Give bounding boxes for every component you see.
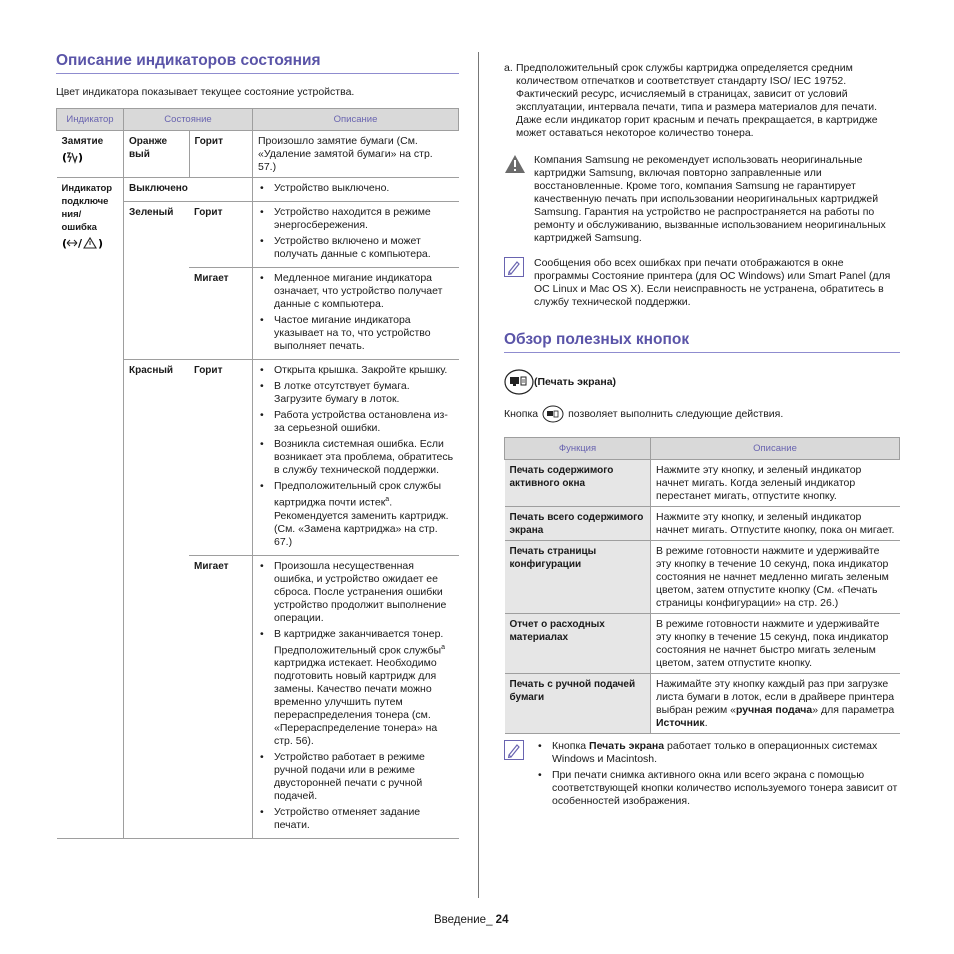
description-cell: Нажмите эту кнопку, и зеленый индикатор начнет мигать. Отпустите кнопку, пока он мигает. (651, 507, 900, 541)
list-item: • При печати снимка активного окна или всего экрана с помощью соответствующей кнопки количество используемого тонера зависит от особенностей изображения. (536, 769, 900, 808)
col-header-indicator: Индикатор (57, 109, 124, 131)
list-item (258, 480, 454, 549)
color-cell: Красный (124, 360, 190, 839)
state-cell: Горит (189, 360, 252, 556)
list-item: • Устройство находится в режиме энергосбережения. (258, 206, 454, 232)
print-screen-icon (542, 405, 564, 423)
list-item: • Произошла несущественная ошибка, и устройство ожидает ее сброса. После устранения ошибки устройство продолжит выполнение операции. (258, 560, 454, 625)
jam-icon (62, 150, 119, 168)
button-intro-text: Кнопка (504, 408, 539, 420)
status-led-table (56, 108, 459, 839)
state-cell: Горит (189, 131, 252, 178)
section-heading-status-leds: Описание индикаторов состояния (56, 52, 459, 74)
col-header-state: Состояние (124, 109, 253, 131)
list-item: • Работа устройства остановлена из-за серьезной ошибки. (258, 409, 454, 435)
description-cell: В режиме готовности нажмите и удерживайте эту кнопку в течение 10 секунд, пока индикатор состояния не начнет медленно мигать зеленым цветом, затем отпустите кнопку (См. «Печать страницы конфигурации» на стр. 26.) (651, 541, 900, 614)
svg-text:): ) (97, 237, 103, 250)
svg-text:(: ( (61, 151, 67, 164)
warning-text: Компания Samsung не рекомендует использовать неоригинальные картриджи Samsung, включая повторно заправленные или восстановленные. Кроме того, компания Samsung не гарантирует качественную печать при использовании неоригинальных картриджей Samsung. Гарантия на устройство не распространяется на работы по ремонту и обслуживанию, вызванные использованием неоригинальных картриджей Samsung. (534, 154, 886, 244)
list-item: • Открыта крышка. Закройте крышку. (258, 364, 454, 377)
indicator-cell (57, 178, 124, 839)
table-row (57, 178, 459, 202)
note-icon (504, 740, 526, 762)
col-header-function: Функция (505, 438, 651, 460)
footnote-mark: a (441, 643, 445, 651)
footnote-a (504, 62, 900, 140)
svg-text:/: / (77, 237, 82, 250)
list-item: • Медленное мигание индикатора означает, что устройство получает данные с компьютера. (258, 272, 454, 311)
list-item (536, 740, 900, 766)
table-row (505, 460, 900, 507)
state-cell: Мигает (189, 268, 252, 360)
item-text: В картридже заканчивается тонер. Предположительный срок службы (274, 627, 444, 656)
section-heading-buttons: Обзор полезных кнопок (504, 331, 900, 353)
desc-text: » для параметра (812, 704, 895, 716)
description-cell (253, 202, 459, 268)
state-cell: Мигает (189, 555, 252, 839)
table-row (57, 131, 459, 178)
function-cell: Отчет о расходных материалах (505, 614, 651, 674)
item-text: работает только в операционных системах Windows и Macintosh. (552, 740, 878, 765)
state-cell: Выключено (124, 178, 253, 202)
description-cell: Произошло замятие бумаги (См. «Удаление замятой бумаги» на стр. 57.) (253, 131, 459, 178)
desc-text: Нажимайте эту кнопку каждый раз при загрузке листа бумаги в лоток, если в драйвере принтера выбран режим « (656, 678, 895, 716)
warning-icon (504, 154, 526, 176)
list-item (258, 628, 454, 749)
color-cell: Оранже вый (124, 131, 190, 178)
list-item: • Устройство выключено. (258, 182, 454, 195)
state-cell: Горит (189, 202, 252, 268)
button-intro-text: позволяет выполнить следующие действия. (568, 408, 784, 420)
table-row (505, 674, 900, 734)
description-cell (253, 360, 459, 556)
list-item: • Устройство отменяет задание печати. (258, 806, 454, 832)
list-item: • В лотке отсутствует бумага. Загрузите бумагу в лоток. (258, 380, 454, 406)
svg-text:(: ( (61, 237, 67, 250)
description-cell (651, 674, 900, 734)
section-intro: Цвет индикатора показывает текущее состояние устройства. (56, 86, 355, 98)
desc-text: . (704, 717, 708, 729)
page-number: 24 (495, 914, 509, 926)
note-text: Сообщения обо всех ошибках при печати отображаются в окне программы Состояние принтера (для ОС Windows) или Smart Panel (для ОС Linux и Mac OS X). Если неисправность не устранена, обратитесь в службу технической поддержки. (534, 257, 891, 308)
footnote-mark: a (385, 496, 390, 503)
page-footer (434, 914, 508, 926)
buttons-function-table (504, 437, 900, 734)
note-icon (504, 257, 526, 279)
item-text: Кнопка (552, 740, 590, 752)
table-row (505, 541, 900, 614)
desc-bold: Источник (656, 717, 705, 729)
table-row (505, 507, 900, 541)
desc-bold: ручная подача (735, 704, 813, 716)
description-cell (253, 268, 459, 360)
item-text: Предположительный срок службы картриджа почти истек (274, 480, 442, 509)
warning-block (504, 154, 900, 245)
list-item: • Возникла системная ошибка. Если возникает эта проблема, обратитесь в службу технической поддержки. (258, 438, 454, 477)
button-intro (504, 405, 900, 423)
footer-label: Введение_ (434, 914, 493, 926)
description-cell: В режиме готовности нажмите и удерживайте эту кнопку в течение 15 секунд, пока индикатор состояния не начнет быстро мигать зеленым цветом, затем отпустите кнопку. (651, 614, 900, 674)
table-row (505, 614, 900, 674)
svg-text:): ) (77, 151, 83, 164)
footnote-label: a. (504, 62, 513, 74)
indicator-jam-label: Замятие (61, 136, 104, 147)
button-title-row (504, 369, 900, 395)
footnote-text: Предположительный срок службы картриджа определяется средним количеством отпечатков и соответствует стандарту ISO/ IEC 19752. Фактический ресурс, исчисляемый в страницах, зависит от условий эксплуатации, интервала печати, типа и размера материалов для печати. Даже если индикатор горит красным и печать прекращается, в картридже может оставаться некоторое количество тонера. (516, 62, 878, 139)
online-error-icon (62, 236, 119, 254)
indicator-online-label: Индикатор подключе ния/ ошибка (61, 183, 113, 233)
button-title: (Печать экрана) (534, 376, 617, 388)
item-bold: Печать экрана (589, 740, 665, 752)
bottom-note-block (504, 740, 900, 808)
color-cell: Зеленый (124, 202, 190, 360)
description-cell (253, 555, 459, 839)
item-text: . Рекомендуется заменить картридж. (См. «Замена картриджа» на стр. 67.) (274, 496, 449, 548)
function-cell: Печать всего содержимого экрана (505, 507, 651, 541)
note-block (504, 257, 900, 309)
item-text: картриджа истекает. Необходимо подготовить новый картридж для замены. Качество печати можно временно улучшить путем перераспределения тонера (см. «Перераспределение тонера» на стр. 56). (274, 657, 438, 747)
left-column (56, 52, 459, 839)
list-item: • Устройство включено и может получать данные с компьютера. (258, 235, 454, 261)
list-item: • Частое мигание индикатора указывает на то, что устройство выполняет печать. (258, 314, 454, 353)
description-cell (253, 178, 459, 202)
description-cell: Нажмите эту кнопку, и зеленый индикатор начнет мигать. Когда зеленый индикатор перестанет мигать, отпустите кнопку. (651, 460, 900, 507)
right-column (504, 62, 900, 811)
column-divider (478, 52, 479, 898)
col-header-description: Описание (651, 438, 900, 460)
list-item: • Устройство работает в режиме ручной подачи или в режиме двусторонней печати с ручной подачей. (258, 751, 454, 803)
function-cell: Печать с ручной подачей бумаги (505, 674, 651, 734)
function-cell: Печать страницы конфигурации (505, 541, 651, 614)
function-cell: Печать содержимого активного окна (505, 460, 651, 507)
col-header-description: Описание (253, 109, 459, 131)
print-screen-icon (504, 369, 534, 395)
indicator-cell (57, 131, 124, 178)
